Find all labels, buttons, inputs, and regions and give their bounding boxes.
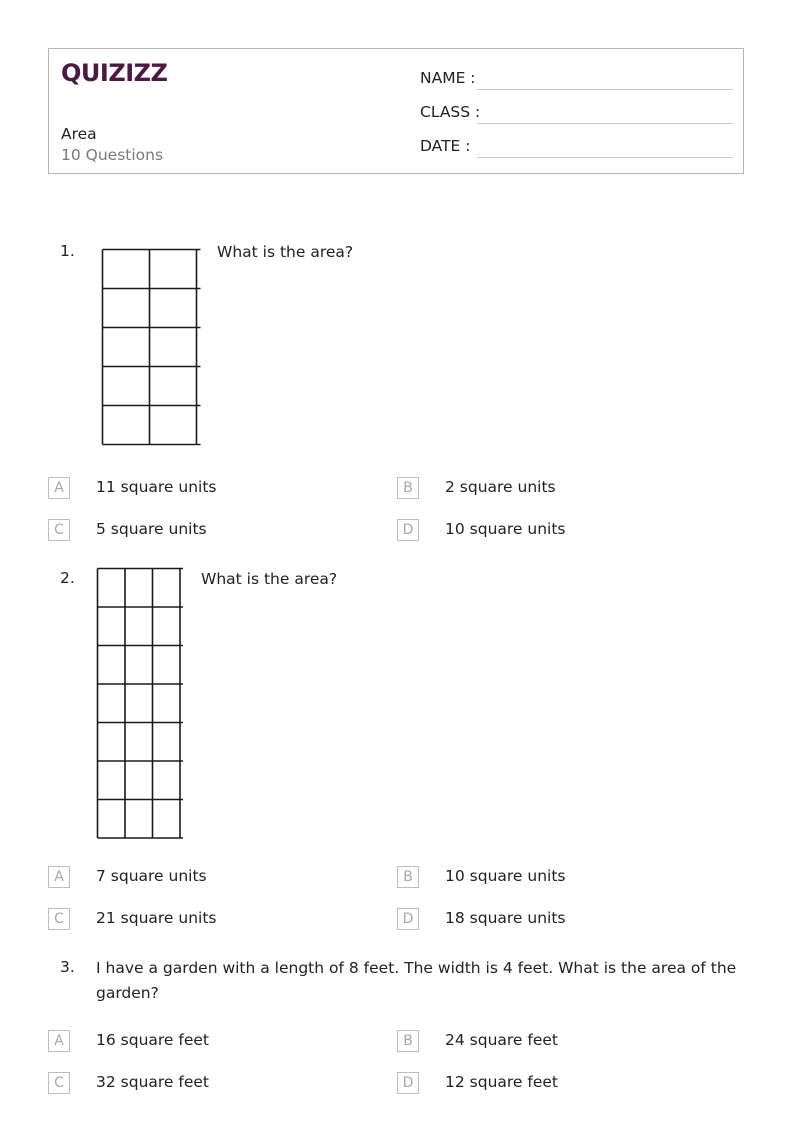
- option-box-q2-c[interactable]: C: [48, 908, 70, 930]
- option-q3-d: 12 square feet: [445, 1073, 558, 1091]
- option-q3-a: 16 square feet: [96, 1031, 209, 1049]
- option-box-q3-d[interactable]: D: [397, 1072, 419, 1094]
- option-q2-c: 21 square units: [96, 909, 217, 927]
- option-q2-d: 18 square units: [445, 909, 566, 927]
- question-2-text: What is the area?: [201, 570, 338, 588]
- question-3-text-line-1: I have a garden with a length of 8 feet. The width is 4 feet. What is the area of the: [96, 959, 737, 977]
- option-box-q3-b[interactable]: B: [397, 1030, 419, 1052]
- date-label: DATE :: [420, 137, 471, 155]
- option-box-q2-a[interactable]: A: [48, 866, 70, 888]
- question-1-text: What is the area?: [217, 243, 354, 261]
- option-box-q2-d[interactable]: D: [397, 908, 419, 930]
- option-q1-a: 11 square units: [96, 478, 217, 496]
- question-1-number: 1.: [60, 242, 75, 260]
- option-q1-c: 5 square units: [96, 520, 207, 538]
- option-q2-b: 10 square units: [445, 867, 566, 885]
- option-q2-a: 7 square units: [96, 867, 207, 885]
- option-q1-b: 2 square units: [445, 478, 556, 496]
- worksheet-title: Area: [61, 125, 97, 143]
- question-2-grid-image: [96, 567, 188, 841]
- option-box-q3-c[interactable]: C: [48, 1072, 70, 1094]
- option-box-q1-c[interactable]: C: [48, 519, 70, 541]
- class-label: CLASS :: [420, 103, 481, 121]
- question-count: 10 Questions: [61, 146, 164, 164]
- option-box-q2-b[interactable]: B: [397, 866, 419, 888]
- quizizz-logo: QUIZIZZ: [61, 59, 168, 87]
- question-3-text-line-2: garden?: [96, 984, 159, 1002]
- option-box-q1-a[interactable]: A: [48, 477, 70, 499]
- option-box-q1-b[interactable]: B: [397, 477, 419, 499]
- name-label: NAME :: [420, 69, 476, 87]
- date-line[interactable]: [477, 157, 733, 158]
- question-1-grid-image: [101, 248, 203, 446]
- class-line[interactable]: [477, 123, 733, 124]
- option-box-q1-d[interactable]: D: [397, 519, 419, 541]
- question-2-number: 2.: [60, 569, 75, 587]
- option-box-q3-a[interactable]: A: [48, 1030, 70, 1052]
- option-q3-c: 32 square feet: [96, 1073, 209, 1091]
- name-line[interactable]: [477, 89, 733, 90]
- option-q1-d: 10 square units: [445, 520, 566, 538]
- option-q3-b: 24 square feet: [445, 1031, 558, 1049]
- question-3-number: 3.: [60, 958, 75, 976]
- worksheet-header: [48, 48, 744, 174]
